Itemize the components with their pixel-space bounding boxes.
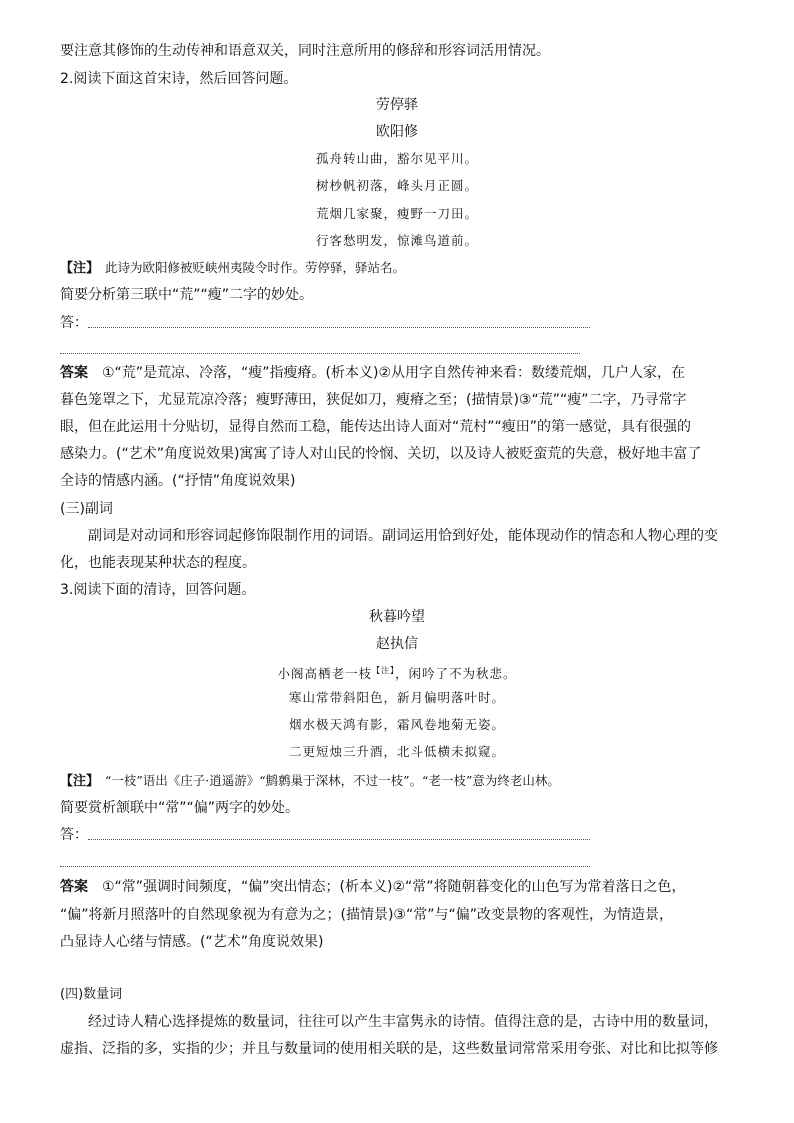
section4-heading: (四)数量词 <box>60 987 123 1002</box>
q3-poet: 赵执信 <box>376 636 418 652</box>
q3-answer-line-1 <box>60 878 736 896</box>
q2-answer-label: 答： <box>60 315 88 331</box>
q2-question: 简要分析第三联中“荒”“瘦”二字的妙处。 <box>60 287 314 303</box>
q3-poem-line-1 <box>0 662 794 683</box>
q3-note <box>60 772 736 791</box>
q3-answer-label: 答： <box>60 827 88 843</box>
q2-poem-title: 劳停驿 <box>376 97 418 113</box>
q2-answer-line-2: 暮色笼罩之下，尤显荒凉冷落；瘦野薄田，狭促如刀，瘦瘠之至；(描情景)③“荒”“瘦”二字，乃寻常字 <box>60 392 687 408</box>
q3-poem-line-4: 二更短烛三升酒，北斗低横未拟窥。 <box>288 744 505 759</box>
q3-prompt: 3.阅读下面的清诗，回答问题。 <box>60 582 256 598</box>
q2-poem-line-4: 行客愁明发，惊滩鸟道前。 <box>315 233 478 248</box>
q2-poem-line-2: 树杪帆初落，峰头月正圆。 <box>315 178 478 193</box>
q2-note-text: 此诗为欧阳修被贬峡州夷陵令时作。劳停驿，驿站名。 <box>105 260 406 275</box>
q3-answer-blank-2[interactable] <box>60 866 590 867</box>
q2-note-tag: 【注】 <box>60 261 100 276</box>
q2-answer-heading: 答案 <box>60 365 88 381</box>
q2-poem-line-3: 荒烟几家聚，瘦野一刀田。 <box>315 206 478 221</box>
q2-poet: 欧阳修 <box>376 124 418 140</box>
q3-poem-line-1b: ，闲吟了不为秋悲。 <box>395 666 517 682</box>
q3-answer-text-1: ①“常”强调时间频度，“偏”突出情态；(析本义)②“常”将随朝暮变化的山色写为常着落日之色， <box>102 879 686 895</box>
q3-answer-line-3: 凸显诗人心绪与情感。(“艺术”角度说效果) <box>60 934 324 950</box>
section3-para-line-2: 化，也能表现某种状态的程度。 <box>60 555 256 571</box>
q2-answer-line-4: 感染力。(“艺术”角度说效果)寓寓了诗人对山民的怜悯、关切，以及诗人被贬蛮荒的失意，极好地丰富了 <box>60 446 702 462</box>
q3-poem-title: 秋暮吟望 <box>369 609 425 625</box>
q2-prompt: 2.阅读下面这首宋诗，然后回答问题。 <box>60 71 298 87</box>
q3-answer-blank-1[interactable] <box>88 839 590 840</box>
q2-answer-blank-2[interactable] <box>60 353 580 354</box>
q3-question: 简要赏析颔联中“常”“偏”两字的妙处。 <box>60 800 300 816</box>
q2-answer-blank-1[interactable] <box>88 327 590 328</box>
q3-note-tag: 【注】 <box>60 774 100 789</box>
q2-poem-line-1: 孤舟转山曲，豁尔见平川。 <box>315 151 478 166</box>
q2-answer-text-1: ①“荒”是荒凉、冷落，“瘦”指瘦瘠。(析本义)②从用字自然传神来看：数缕荒烟，几户人家，在 <box>102 365 686 381</box>
q3-footnote-mark: 【注】 <box>372 666 395 675</box>
q3-poem-line-1a: 小阁高栖老一枝 <box>277 666 372 682</box>
q3-answer-heading: 答案 <box>60 879 88 895</box>
q2-answer-line-3: 眼，但在此运用十分贴切，显得自然而工稳，能传达出诗人面对“荒村”“瘦田”的第一感觉，具有很强的 <box>60 419 692 435</box>
q2-answer-line-1 <box>60 364 736 382</box>
q2-note <box>60 259 736 278</box>
q3-poem-line-3: 烟水极天鸿有影，霜风卷地菊无姿。 <box>288 717 505 732</box>
section3-heading: (三)副词 <box>60 501 113 517</box>
section4-para-line-1: 经过诗人精心选择提炼的数量词，往往可以产生丰富隽永的诗情。值得注意的是，古诗中用的数量词， <box>88 1014 718 1030</box>
q3-answer-line-2: “偏”将新月照落叶的自然现象视为有意为之；(描情景)③“常”与“偏”改变景物的客观性，为情造景， <box>60 907 673 923</box>
q3-note-text: “一枝”语出《庄子·逍遥游》“鹪鹩巢于深林，不过一枝”。“老一枝”意为终老山林。 <box>105 773 560 788</box>
section3-para-line-1: 副词是对动词和形容词起修饰限制作用的词语。副词运用恰到好处，能体现动作的情态和人物心理的变 <box>88 528 718 544</box>
section4-para-line-2: 虚指、泛指的多，实指的少；并且与数量词的使用相关联的是，这些数量词常常采用夸张、对比和比拟等修 <box>60 1041 718 1057</box>
q3-poem-line-2: 寒山常带斜阳色，新月偏明落叶时。 <box>288 690 505 705</box>
intro-line: 要注意其修饰的生动传神和语意双关，同时注意所用的修辞和形容词活用情况。 <box>60 43 550 59</box>
q2-answer-line-5: 全诗的情感内涵。(“抒情”角度说效果) <box>60 473 296 489</box>
